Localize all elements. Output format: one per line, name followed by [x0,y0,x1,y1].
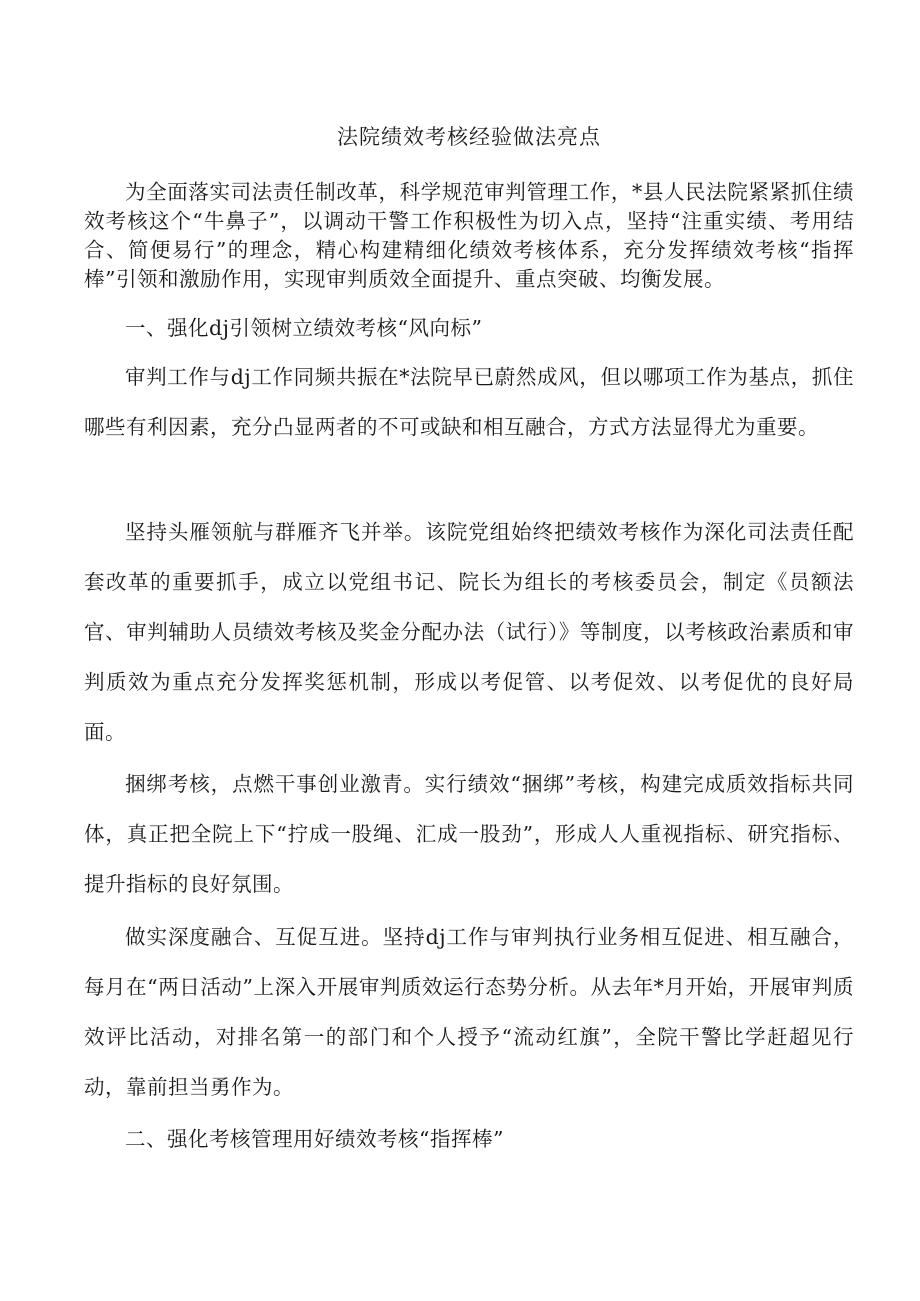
document-title: 法院绩效考核经验做法亮点 [337,125,601,149]
section-1-paragraph-2: 坚持头雁领航与群雁齐飞并举。该院党组始终把绩效考核作为深化司法责任配套改革的重要抓手，成立以党组书记、院长为组长的考核委员会，制定《员额法官、审判辅助人员绩效考核及奖金分配办法（试行）》等制度，以考核政治素质和审判质效为重点充分发挥奖惩机制，形成以考促管、以考促效、以考促优的良好局面。 [84,520,854,744]
section-1-paragraph-1: 审判工作与dj工作同频共振在*法院早已蔚然成风，但以哪项工作为基点，抓住哪些有利因素，充分凸显两者的不可或缺和相互融合，方式方法显得尤为重要。 [84,365,854,439]
section-1-paragraph-4: 做实深度融合、互促互进。坚持dj工作与审判执行业务相互促进、相互融合，每月在“两日活动”上深入开展审判质效运行态势分析。从去年*月开始，开展审判质效评比活动，对排名第一的部门和个人授予“流动红旗”，全院干警比学赶超见行动，靠前担当勇作为。 [84,925,854,1099]
section-1-paragraph-3: 捆绑考核，点燃干事创业激青。实行绩效“捆绑”考核，构建完成质效指标共同体，真正把全院上下“拧成一股绳、汇成一股劲”，形成人人重视指标、研究指标、提升指标的良好氛围。 [84,772,854,896]
intro-paragraph: 为全面落实司法责任制改革，科学规范审判管理工作，*县人民法院紧紧抓住绩效考核这个“牛鼻子”，以调动干警工作积极性为切入点，坚持“注重实绩、考用结合、简便易行”的理念，精心构建精细化绩效考核体系，充分发挥绩效考核“指挥棒”引领和激励作用，实现审判质效全面提升、重点突破、均衡发展。 [84,180,854,291]
section-2-heading: 二、强化考核管理用好绩效考核“指挥棒” [125,1127,504,1151]
section-1-heading: 一、强化dj引领树立绩效考核“风向标” [125,316,483,340]
